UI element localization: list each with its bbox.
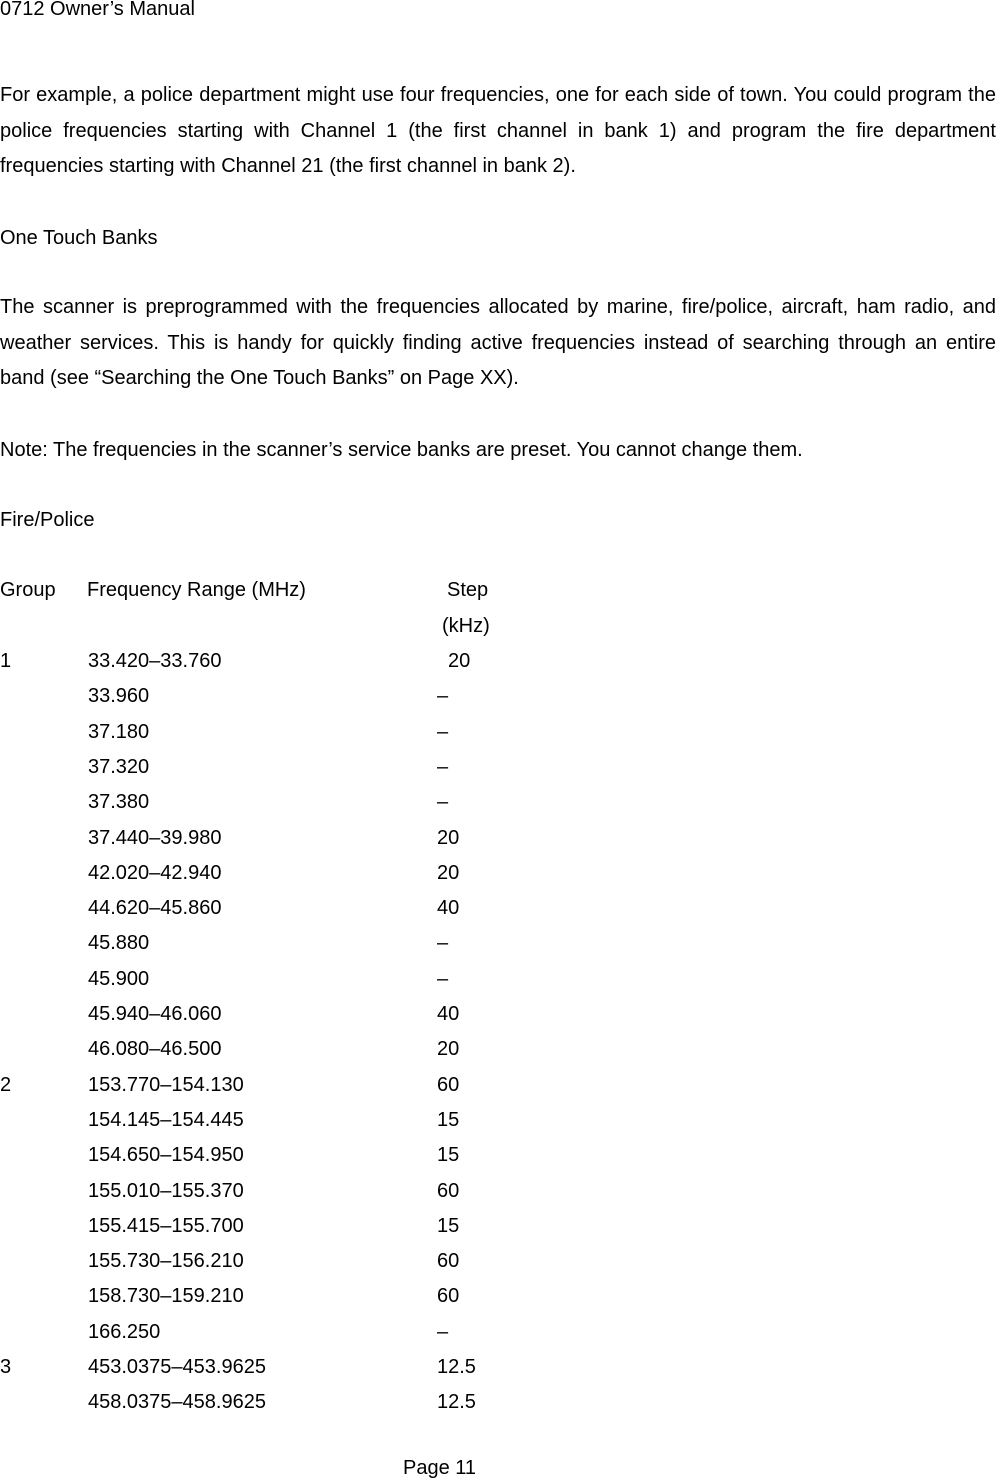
frequency-cell: 37.320 bbox=[88, 755, 150, 778]
table-row bbox=[0, 1143, 520, 1178]
fire-police-heading: Fire/Police bbox=[0, 509, 95, 531]
frequency-cell: 154.145–154.445 bbox=[88, 1108, 244, 1131]
group-cell: 1 bbox=[0, 650, 12, 672]
frequency-cell: 42.020–42.940 bbox=[88, 861, 222, 884]
table-row bbox=[0, 967, 520, 1002]
step-cell: 12.5 bbox=[437, 1356, 476, 1378]
table-row bbox=[0, 1249, 520, 1284]
group-cell: 2 bbox=[0, 1073, 12, 1096]
step-cell: 60 bbox=[437, 1250, 460, 1273]
frequency-cell: 37.180 bbox=[88, 720, 150, 743]
step-cell: – bbox=[437, 932, 449, 955]
table-row bbox=[0, 1037, 520, 1072]
table-row bbox=[0, 1390, 520, 1425]
step-cell: 20 bbox=[437, 861, 460, 884]
table-row bbox=[0, 720, 520, 755]
table-row bbox=[0, 649, 520, 684]
step-cell: 15 bbox=[437, 1144, 460, 1167]
frequency-cell: 453.0375–453.9625 bbox=[88, 1356, 266, 1378]
frequency-cell: 153.770–154.130 bbox=[88, 1073, 244, 1096]
frequency-cell: 45.940–46.060 bbox=[88, 1003, 222, 1025]
table-row bbox=[0, 826, 520, 861]
frequency-cell: 45.880 bbox=[88, 932, 150, 955]
frequency-cell: 158.730–159.210 bbox=[88, 1285, 244, 1308]
table-row bbox=[0, 1214, 520, 1249]
table-row bbox=[0, 1073, 520, 1108]
table-row bbox=[0, 931, 520, 966]
table-row bbox=[0, 1320, 520, 1355]
frequency-cell: 154.650–154.950 bbox=[88, 1144, 244, 1167]
step-cell: – bbox=[437, 685, 449, 708]
page-number: Page 11 bbox=[403, 1457, 477, 1479]
table-row bbox=[0, 1355, 520, 1390]
step-cell: 20 bbox=[448, 650, 471, 672]
column-header-group: Group bbox=[0, 579, 56, 601]
frequency-cell: 155.010–155.370 bbox=[88, 1179, 244, 1202]
frequency-cell: 166.250 bbox=[88, 1320, 161, 1343]
frequency-cell: 33.420–33.760 bbox=[88, 650, 222, 672]
frequency-cell: 155.730–156.210 bbox=[88, 1250, 244, 1273]
step-cell: 12.5 bbox=[437, 1391, 476, 1414]
step-cell: 60 bbox=[437, 1073, 460, 1096]
column-header-frequency: Frequency Range (MHz) bbox=[87, 579, 306, 601]
step-cell: – bbox=[437, 720, 449, 743]
table-row bbox=[0, 790, 520, 825]
step-cell: 40 bbox=[437, 897, 460, 920]
table-row bbox=[0, 1108, 520, 1143]
table-row bbox=[0, 896, 520, 931]
frequency-cell: 458.0375–458.9625 bbox=[88, 1391, 266, 1414]
intro-paragraph: For example, a police department might use four frequencies, one for each side of town. You could program the police frequencies starting with Channel 1 (the first channel in bank 1) and program the fire department frequencies starting with Channel 21 (the first channel in bank 2). bbox=[0, 84, 996, 177]
frequency-cell: 37.440–39.980 bbox=[88, 826, 222, 849]
step-cell: 15 bbox=[437, 1214, 460, 1237]
step-cell: 20 bbox=[437, 1038, 460, 1061]
step-cell: 15 bbox=[437, 1108, 460, 1131]
running-header: 0712 Owner’s Manual bbox=[0, 0, 195, 20]
step-cell: – bbox=[437, 967, 449, 990]
step-cell: 60 bbox=[437, 1285, 460, 1308]
step-cell: 40 bbox=[437, 1003, 460, 1025]
step-cell: – bbox=[437, 1320, 449, 1343]
table-row bbox=[0, 1002, 520, 1037]
group-cell: 3 bbox=[0, 1356, 12, 1378]
column-header-step: Step bbox=[447, 579, 489, 601]
step-cell: – bbox=[437, 791, 449, 814]
step-cell: – bbox=[437, 755, 449, 778]
note-text: Note: The frequencies in the scanner’s service banks are preset. You cannot change them. bbox=[0, 439, 803, 461]
table-row bbox=[0, 1179, 520, 1214]
frequency-cell: 45.900 bbox=[88, 967, 150, 990]
table-row bbox=[0, 861, 520, 896]
frequency-cell: 44.620–45.860 bbox=[88, 897, 222, 920]
table-row bbox=[0, 755, 520, 790]
step-cell: 20 bbox=[437, 826, 460, 849]
table-row bbox=[0, 1284, 520, 1319]
frequency-cell: 46.080–46.500 bbox=[88, 1038, 222, 1061]
column-header-step-unit: (kHz) bbox=[442, 615, 490, 637]
frequency-cell: 155.415–155.700 bbox=[88, 1214, 244, 1237]
table-row bbox=[0, 684, 520, 719]
frequency-cell: 33.960 bbox=[88, 685, 150, 708]
one-touch-banks-heading: One Touch Banks bbox=[0, 227, 158, 249]
frequency-cell: 37.380 bbox=[88, 791, 150, 814]
one-touch-paragraph: The scanner is preprogrammed with the frequencies allocated by marine, fire/police, aircraft, ham radio, and weather services. This is handy for quickly finding active frequencies instead of searching through an entire band (see “Searching the One Touch Banks” on Page XX). bbox=[0, 296, 996, 389]
step-cell: 60 bbox=[437, 1179, 460, 1202]
